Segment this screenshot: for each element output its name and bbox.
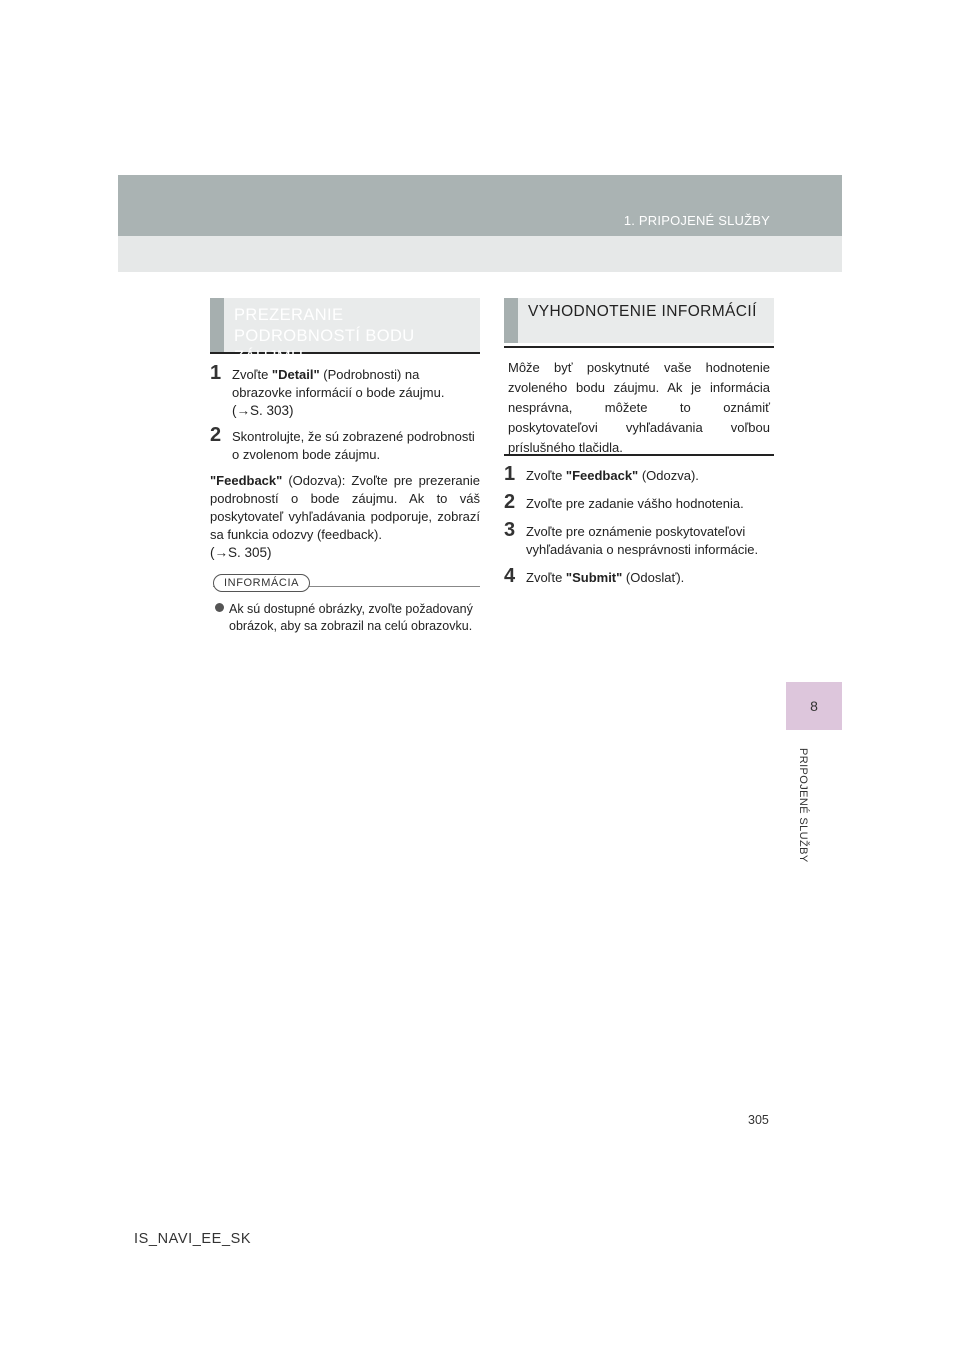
step-number: 2 bbox=[504, 491, 516, 513]
chapter-number: 8 bbox=[810, 698, 818, 714]
step-text bbox=[232, 366, 480, 420]
feedback-keyword: "Feedback" bbox=[565, 468, 639, 483]
step-number: 3 bbox=[504, 519, 516, 541]
step-item bbox=[504, 519, 774, 559]
chapter-tab bbox=[786, 682, 842, 730]
page-reference: (→S. 305) bbox=[210, 545, 272, 560]
step-item bbox=[210, 424, 480, 464]
section-heading-poi-details bbox=[210, 298, 480, 366]
document-code: IS_NAVI_EE_SK bbox=[134, 1231, 252, 1247]
submit-keyword: "Submit" bbox=[565, 570, 623, 585]
feedback-note-text: (Odozva): Zvoľte pre prezeranie podrobností o bode záujmu. Ak to váš poskytovateľ vyhľadávania podporuje, zobrazí sa funkcia odozvy (feedback). bbox=[210, 473, 480, 542]
detail-keyword: "Detail" bbox=[271, 367, 320, 382]
step-number: 1 bbox=[210, 362, 222, 384]
header-subband bbox=[118, 236, 842, 272]
step-suffix: (Podrobnosti) na obrazovke informácií o bode záujmu. bbox=[232, 367, 445, 400]
section-title: PREZERANIE PODROBNOSTÍ BODU ZÁUJMU bbox=[234, 306, 415, 366]
heading-bar bbox=[504, 298, 518, 343]
step-suffix: (Odozva). bbox=[638, 468, 699, 483]
page-reference: (→S. 303) bbox=[232, 403, 294, 418]
page-number: 305 bbox=[748, 1113, 769, 1127]
info-text: Ak sú dostupné obrázky, zvoľte požadovaný obrázok, aby sa zobrazil na celú obrazovku. bbox=[229, 602, 473, 633]
info-item bbox=[213, 601, 478, 635]
info-label: INFORMÁCIA bbox=[213, 574, 310, 592]
rating-intro-text: Môže byť poskytnuté vaše hodnotenie zvoleného bodu záujmu. Ak je informácia nesprávna, môžete to oznámiť poskytovateľovi vyhľadávania voľbou príslušného tlačidla. bbox=[508, 360, 770, 455]
step-text: Zvoľte pre zadanie vášho hodnotenia. bbox=[526, 496, 744, 511]
step-item bbox=[210, 362, 480, 420]
rating-intro-box bbox=[504, 346, 774, 456]
feedback-note bbox=[210, 472, 480, 562]
chapter-side-label bbox=[783, 742, 823, 868]
step-suffix: (Odoslať). bbox=[622, 570, 685, 585]
section-title: VYHODNOTENIE INFORMÁCIÍ bbox=[528, 303, 757, 320]
step-text: Skontrolujte, že sú zobrazené podrobnosti o zvolenom bode záujmu. bbox=[232, 429, 475, 462]
chapter-title: 1. PRIPOJENÉ SLUŽBY bbox=[623, 213, 770, 228]
section-heading-rating bbox=[504, 298, 774, 343]
step-number: 1 bbox=[504, 463, 516, 485]
step-text: Zvoľte pre oznámenie poskytovateľovi vyhľadávania o nesprávnosti informácie. bbox=[526, 524, 759, 557]
right-column bbox=[504, 463, 774, 595]
step-number: 2 bbox=[210, 424, 222, 446]
step-item bbox=[504, 565, 774, 587]
bullet-icon bbox=[215, 603, 224, 612]
step-item bbox=[504, 463, 774, 485]
chapter-side-label-text: PRIPOJENÉ SLUŽBY bbox=[797, 747, 809, 863]
heading-bar bbox=[210, 298, 224, 352]
step-text bbox=[526, 569, 774, 587]
step-item bbox=[504, 491, 774, 513]
step-prefix: Zvoľte bbox=[526, 468, 566, 483]
step-text bbox=[526, 467, 774, 485]
step-number: 4 bbox=[504, 565, 516, 587]
step-prefix: Zvoľte bbox=[526, 570, 566, 585]
feedback-keyword: "Feedback" bbox=[210, 473, 283, 488]
step-prefix: Zvoľte bbox=[232, 367, 272, 382]
left-column bbox=[210, 362, 480, 562]
